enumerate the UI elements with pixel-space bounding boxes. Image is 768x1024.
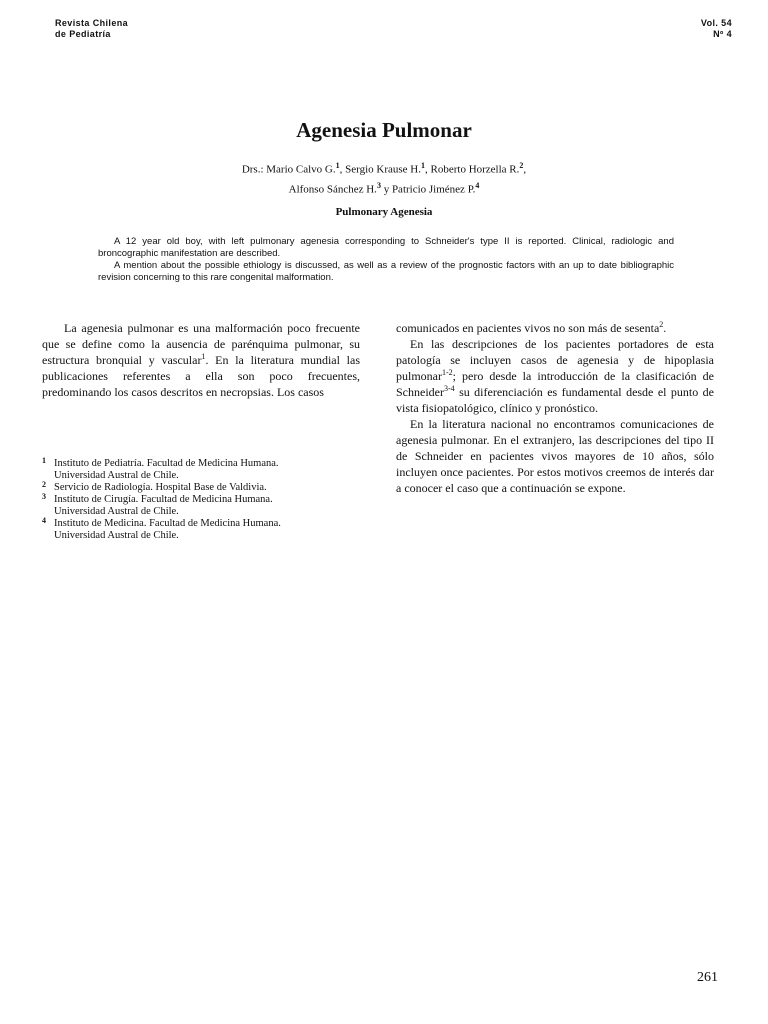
citation-ref: 1 [201,352,206,361]
body-paragraph [396,320,714,336]
footnote-number: 1 [42,456,46,465]
abstract-paragraph: A mention about the possible ethiology is discussed, as well as a review of the prognostic factors with an up to date bibliographic revision concerning to this rare congenital malformation. [98,260,674,283]
author-affiliation-ref: 2 [519,161,524,170]
body-paragraph [396,336,714,416]
body-paragraph [42,320,360,400]
citation-ref: 1-2 [442,368,453,377]
author-separator: , [339,163,346,176]
english-title: Pulmonary Agenesia [335,206,433,218]
author-name: Alfonso Sánchez H. [288,183,377,196]
journal-name-line1: Revista Chilena [55,18,129,28]
footnote-text: Universidad Austral de Chile. [54,506,179,517]
footnote [42,518,360,542]
footnote-text: Instituto de Pediatría. Facultad de Medicina Humana. [54,458,279,469]
body-text: comunicados en pacientes vivos no son más de sesenta [396,321,660,335]
footnote-text: Servicio de Radiología. Hospital Base de Valdivia. [54,482,267,493]
journal-name [55,18,128,40]
body-text: ; pero desde la introducción de la clasificación de Schneider [396,369,714,399]
article-title: Agenesia Pulmonar [296,118,472,142]
volume-info [701,18,732,40]
footnote-text: Universidad Austral de Chile. [54,470,179,481]
abstract [98,236,674,284]
journal-name-line2: de Pediatría [55,29,111,39]
footnote-text: Universidad Austral de Chile. [54,530,179,541]
author-name: Drs.: Mario Calvo G. [241,163,336,176]
footnote-number: 4 [42,516,46,525]
abstract-paragraph: A 12 year old boy, with left pulmonary agenesia corresponding to Schneider's type II is reported. Clinical, radiologic and broncographic manifestation are described. [98,236,674,259]
volume-label: Vol. 54 [700,18,732,28]
page-number: 261 [697,970,718,985]
author-affiliation-ref: 1 [421,161,425,170]
author-affiliation-ref: 4 [475,180,480,190]
body-column-right [396,320,714,496]
footnote-text: Instituto de Medicina. Facultad de Medicina Humana. [54,518,281,529]
footnote [42,494,360,518]
body-text: . En la literatura mundial las publicaciones referentes a ella son poco frecuentes, predominando los casos descritos en necropsias. Los casos [42,353,360,399]
author-separator: y [380,183,392,196]
author-separator: , [523,163,527,176]
author-list [0,158,768,197]
body-text: su diferenciación es fundamental desde el punto de vista fisiopatológico, clínico y pronóstico. [396,385,714,415]
citation-ref: 3-4 [443,384,455,393]
body-text: En las descripciones de los pacientes portadores de esta patología se incluyen casos de agenesia y de hipoplasia pulmonar [396,337,714,383]
body-column-left [42,320,360,400]
author-affiliation-ref: 3 [376,180,381,190]
footnote [42,458,360,482]
author-line-1 [0,158,768,178]
footnote-number: 3 [42,492,46,501]
citation-ref: 2 [659,320,664,329]
author-line-2 [0,178,768,198]
author-name: Sergio Krause H. [345,163,421,176]
author-affiliation-ref: 1 [335,161,340,170]
author-name: Patricio Jiménez P. [391,183,476,196]
footnotes [42,458,360,542]
issue-number: Nº 4 [713,29,732,39]
body-text: . [663,321,667,335]
body-text: La agenesia pulmonar es una malformación poco frecuente que se define como la ausencia de parénquima pulmonar, su estructura bronquial y vascular [42,321,360,367]
author-name: Roberto Horzella R. [430,163,520,176]
body-paragraph: En la literatura nacional no encontramos comunicaciones de agenesia pulmonar. En el extranjero, las descripciones del tipo II de Schneider en pacientes vivos mayores de 10 años, sólo incluyen once pacientes. Por estos motivos creemos de interés dar a conocer el caso que a continuación se expone. [396,417,714,495]
author-separator: , [425,163,431,176]
footnote [42,482,360,494]
footnote-number: 2 [42,480,46,489]
footnote-text: Instituto de Cirugía. Facultad de Medicina Humana. [54,494,273,505]
